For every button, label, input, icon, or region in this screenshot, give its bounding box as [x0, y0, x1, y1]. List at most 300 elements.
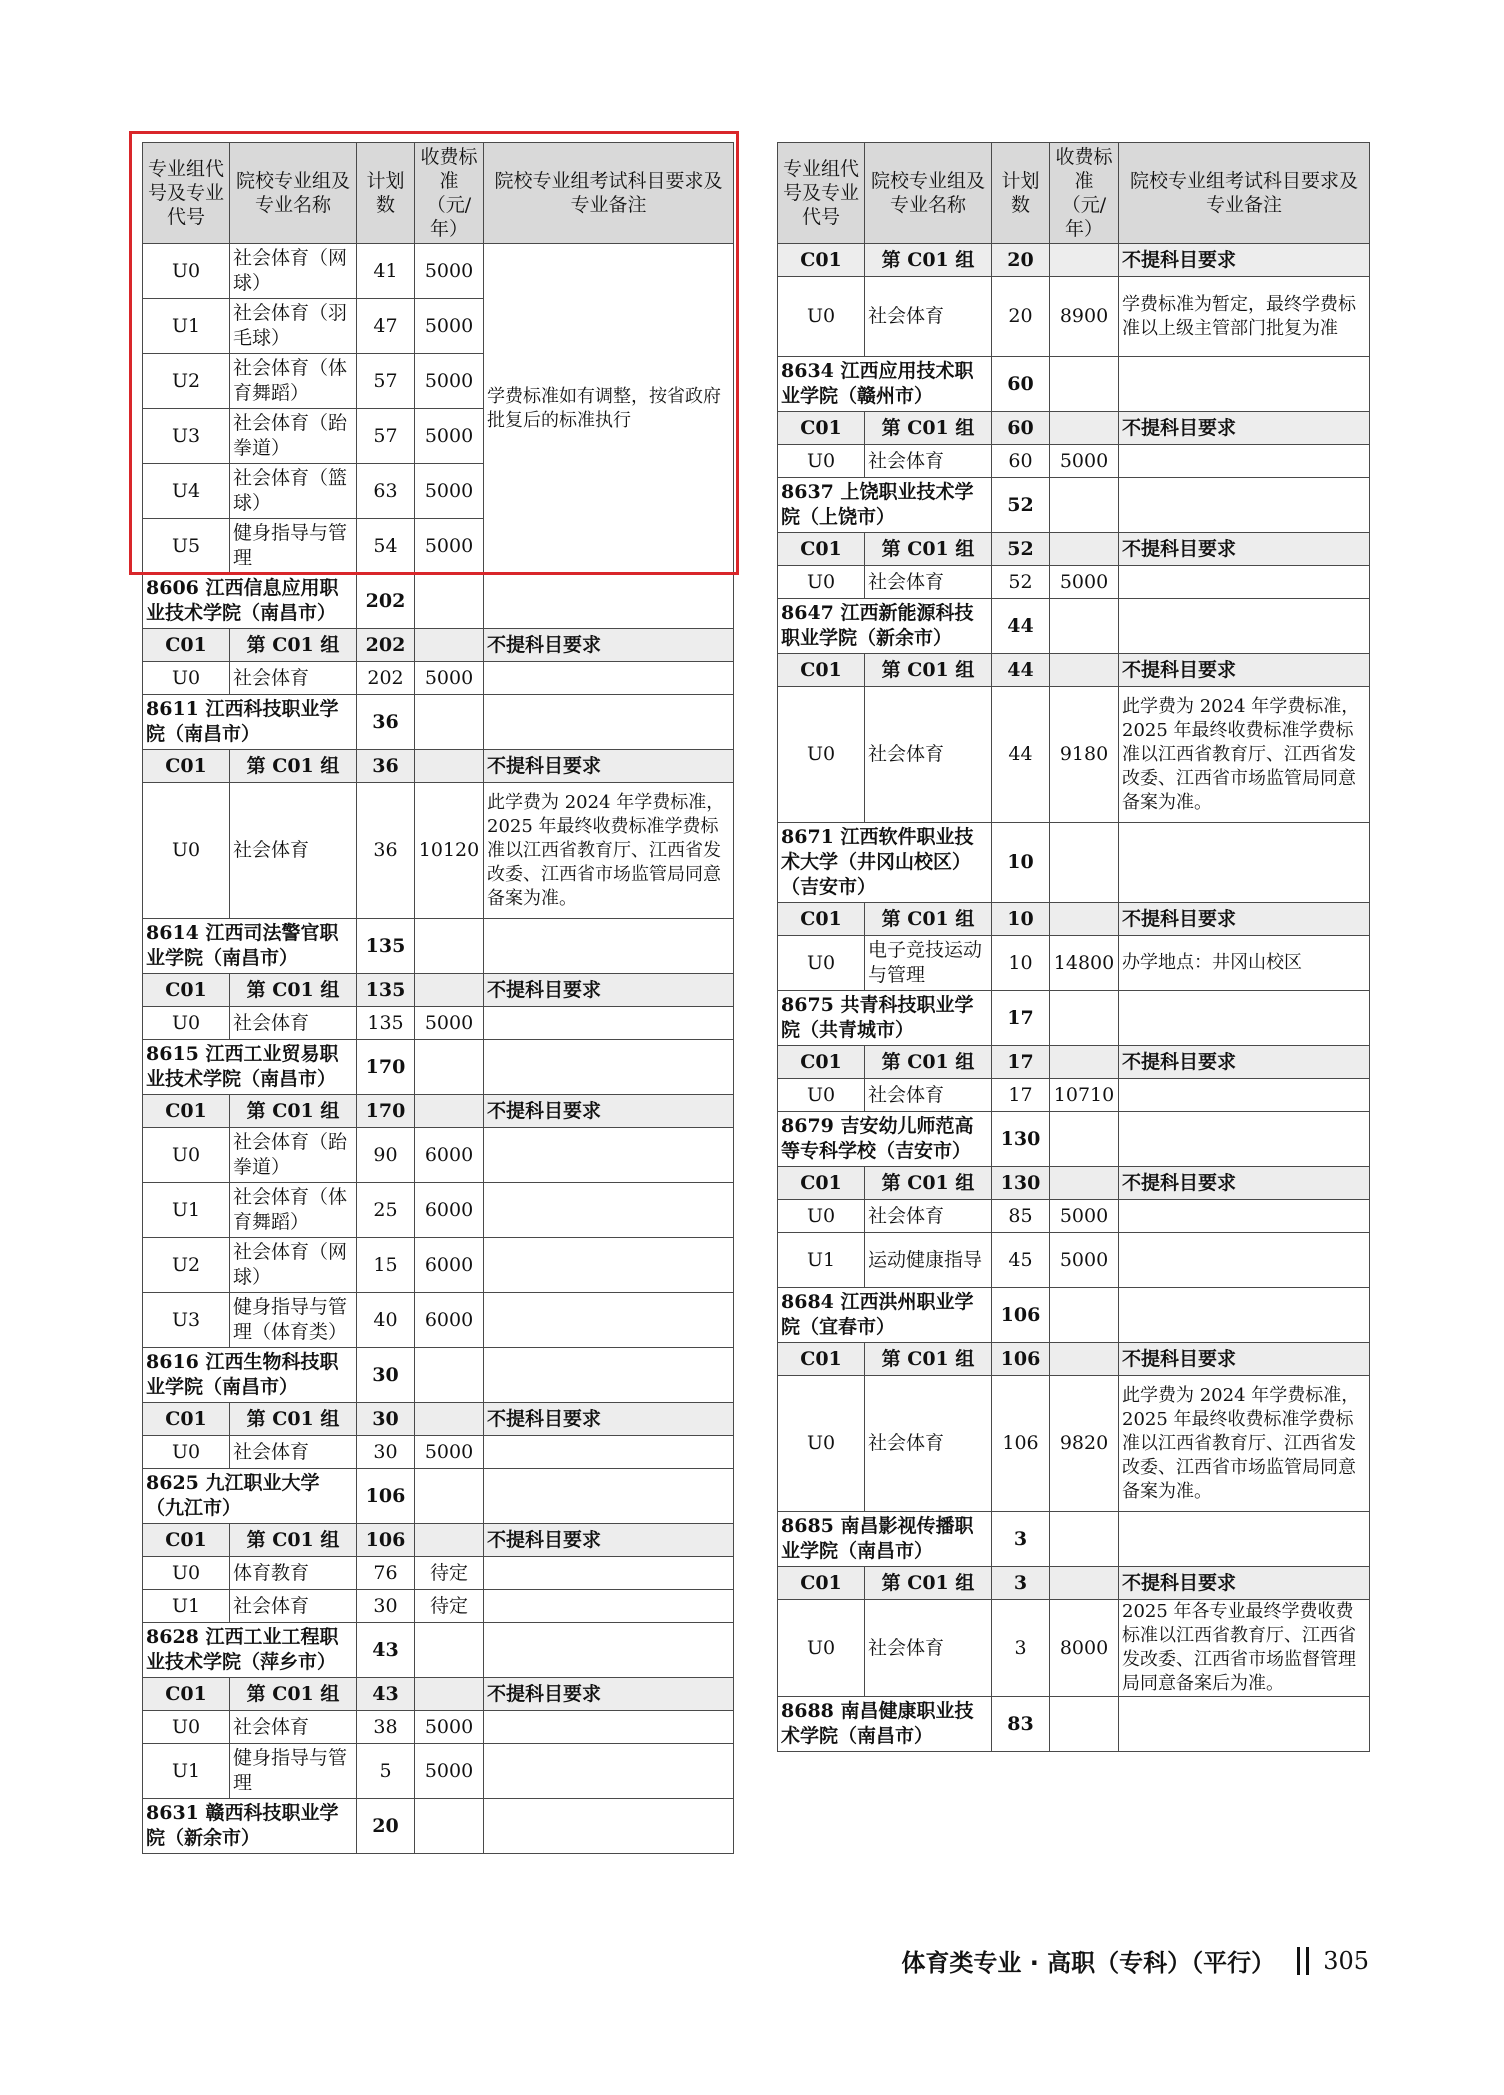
major-row: [143, 783, 734, 919]
school-row: [143, 1469, 734, 1524]
school-fee: [1050, 823, 1119, 903]
page-footer: [901, 1943, 1369, 1978]
group-plan: 202: [357, 629, 415, 662]
footer-section: 体育类专业 · 高职（专科）（平行）: [901, 1949, 1276, 1977]
school-plan: 43: [357, 1623, 415, 1678]
major-code: U2: [143, 1238, 230, 1293]
school-fee: [415, 1799, 484, 1854]
major-note: [1119, 566, 1370, 599]
major-note: 此学费为 2024 年学费标准，2025 年最终收费标准学费标准以江西省教育厅、江西省发改委、江西省市场监管局同意备案为准。: [1119, 1376, 1370, 1512]
group-requirement: 不提科目要求: [1119, 533, 1370, 566]
group-requirement: 不提科目要求: [1119, 654, 1370, 687]
major-code: U2: [143, 354, 230, 409]
school-fee: [415, 1348, 484, 1403]
major-code: U0: [778, 445, 865, 478]
school-row: [778, 1697, 1370, 1752]
major-plan: 63: [357, 464, 415, 519]
major-plan: 54: [357, 519, 415, 574]
school-fee: [415, 1623, 484, 1678]
school-note: [484, 1348, 734, 1403]
school-plan: 20: [357, 1799, 415, 1854]
group-row: [143, 1678, 734, 1711]
group-fee: [415, 629, 484, 662]
major-code: U5: [143, 519, 230, 574]
major-fee: 6000: [415, 1293, 484, 1348]
group-requirement: 不提科目要求: [1119, 903, 1370, 936]
group-code: C01: [143, 629, 230, 662]
major-code: U0: [143, 783, 230, 919]
major-note: 学费标准为暂定，最终学费标准以上级主管部门批复为准: [1119, 277, 1370, 357]
major-plan: 52: [992, 566, 1050, 599]
school-name: 8606 江西信息应用职业技术学院（南昌市）: [143, 574, 357, 629]
group-fee: [415, 1678, 484, 1711]
header-fee: 收费标准（元/年）: [1050, 143, 1119, 244]
school-note: [1119, 823, 1370, 903]
school-plan: 135: [357, 919, 415, 974]
group-code: C01: [778, 1567, 865, 1600]
school-plan: 170: [357, 1040, 415, 1095]
school-fee: [415, 695, 484, 750]
major-row: [778, 1233, 1370, 1288]
school-row: [143, 1348, 734, 1403]
major-fee: 5000: [415, 1744, 484, 1799]
school-row: [778, 991, 1370, 1046]
school-name: 8625 九江职业大学（九江市）: [143, 1469, 357, 1524]
school-name: 8684 江西洪州职业学院（宜春市）: [778, 1288, 992, 1343]
major-name: 健身指导与管理: [230, 1744, 357, 1799]
group-requirement: 不提科目要求: [1119, 1343, 1370, 1376]
major-row: [778, 1079, 1370, 1112]
major-name: 社会体育（网球）: [230, 244, 357, 299]
major-code: U0: [778, 936, 865, 991]
group-requirement: 不提科目要求: [484, 629, 734, 662]
major-name: 社会体育: [230, 1007, 357, 1040]
school-row: [143, 1799, 734, 1854]
right-column: [777, 142, 1369, 1752]
page-number: 305: [1323, 1946, 1369, 1975]
group-name: 第 C01 组: [230, 750, 357, 783]
school-row: [143, 574, 734, 629]
school-fee: [1050, 357, 1119, 412]
school-fee: [1050, 599, 1119, 654]
group-fee: [1050, 533, 1119, 566]
group-fee: [1050, 1167, 1119, 1200]
school-note: [1119, 1512, 1370, 1567]
group-requirement: 不提科目要求: [484, 1678, 734, 1711]
major-fee: 5000: [415, 1436, 484, 1469]
major-name: 社会体育（羽毛球）: [230, 299, 357, 354]
group-row: [778, 1567, 1370, 1600]
major-plan: 47: [357, 299, 415, 354]
group-row: [143, 750, 734, 783]
major-fee: 5000: [415, 519, 484, 574]
major-name: 社会体育: [230, 783, 357, 919]
group-plan: 3: [992, 1567, 1050, 1600]
group-name: 第 C01 组: [230, 1095, 357, 1128]
group-code: C01: [778, 533, 865, 566]
major-row: [143, 1711, 734, 1744]
major-code: U0: [143, 1436, 230, 1469]
major-fee: 10120: [415, 783, 484, 919]
major-name: 健身指导与管理: [230, 519, 357, 574]
major-row: [143, 1238, 734, 1293]
major-code: U0: [143, 1128, 230, 1183]
group-fee: [1050, 412, 1119, 445]
major-fee: 待定: [415, 1590, 484, 1623]
group-plan: 170: [357, 1095, 415, 1128]
major-plan: 44: [992, 687, 1050, 823]
major-plan: 30: [357, 1436, 415, 1469]
school-name: 8631 赣西科技职业学院（新余市）: [143, 1799, 357, 1854]
group-code: C01: [778, 1343, 865, 1376]
major-code: U0: [778, 566, 865, 599]
major-name: 社会体育: [865, 1600, 992, 1697]
school-plan: 17: [992, 991, 1050, 1046]
group-code: C01: [143, 1403, 230, 1436]
school-name: 8615 江西工业贸易职业技术学院（南昌市）: [143, 1040, 357, 1095]
major-fee: 5000: [415, 662, 484, 695]
group-requirement: 不提科目要求: [1119, 1567, 1370, 1600]
school-row: [143, 919, 734, 974]
school-fee: [1050, 1288, 1119, 1343]
major-row: [778, 566, 1370, 599]
group-code: C01: [143, 1095, 230, 1128]
school-plan: 202: [357, 574, 415, 629]
major-plan: 5: [357, 1744, 415, 1799]
major-name: 电子竞技运动与管理: [865, 936, 992, 991]
school-name: 8671 江西软件职业技术大学（井冈山校区）（吉安市）: [778, 823, 992, 903]
group-plan: 52: [992, 533, 1050, 566]
major-plan: 41: [357, 244, 415, 299]
school-name: 8628 江西工业工程职业技术学院（萍乡市）: [143, 1623, 357, 1678]
school-row: [778, 357, 1370, 412]
major-note: [484, 662, 734, 695]
major-row: [778, 936, 1370, 991]
school-name: 8637 上饶职业技术学院（上饶市）: [778, 478, 992, 533]
major-plan: 3: [992, 1600, 1050, 1697]
school-note: [1119, 1112, 1370, 1167]
header-name: 院校专业组及专业名称: [865, 143, 992, 244]
major-code: U0: [143, 1007, 230, 1040]
major-plan: 90: [357, 1128, 415, 1183]
group-note: 学费标准如有调整，按省政府批复后的标准执行: [484, 244, 734, 574]
group-row: [778, 654, 1370, 687]
major-plan: 106: [992, 1376, 1050, 1512]
major-name: 社会体育: [865, 687, 992, 823]
major-name: 社会体育: [865, 1079, 992, 1112]
group-row: [143, 1403, 734, 1436]
major-row: [778, 687, 1370, 823]
school-name: 8611 江西科技职业学院（南昌市）: [143, 695, 357, 750]
admission-table-right: [777, 142, 1370, 1752]
group-plan: 20: [992, 244, 1050, 277]
school-row: [778, 478, 1370, 533]
major-code: U0: [143, 1557, 230, 1590]
major-code: U0: [143, 244, 230, 299]
major-plan: 85: [992, 1200, 1050, 1233]
group-code: C01: [143, 974, 230, 1007]
major-note: 办学地点：井冈山校区: [1119, 936, 1370, 991]
school-row: [143, 1623, 734, 1678]
major-name: 社会体育: [230, 1590, 357, 1623]
group-plan: 60: [992, 412, 1050, 445]
group-row: [778, 412, 1370, 445]
group-requirement: 不提科目要求: [1119, 412, 1370, 445]
group-row: [778, 903, 1370, 936]
school-note: [1119, 357, 1370, 412]
major-name: 社会体育: [865, 445, 992, 478]
major-plan: 76: [357, 1557, 415, 1590]
major-code: U0: [778, 1079, 865, 1112]
school-name: 8675 共青科技职业学院（共青城市）: [778, 991, 992, 1046]
major-fee: 5000: [415, 244, 484, 299]
major-name: 社会体育（体育舞蹈）: [230, 354, 357, 409]
major-plan: 38: [357, 1711, 415, 1744]
major-row: [778, 277, 1370, 357]
major-code: U0: [778, 1600, 865, 1697]
school-fee: [415, 574, 484, 629]
major-code: U0: [778, 1200, 865, 1233]
major-fee: 10710: [1050, 1079, 1119, 1112]
table-header: [778, 143, 1370, 244]
major-note: [1119, 1079, 1370, 1112]
group-requirement: 不提科目要求: [484, 1095, 734, 1128]
school-note: [484, 574, 734, 629]
major-code: U0: [143, 1711, 230, 1744]
major-plan: 202: [357, 662, 415, 695]
school-fee: [415, 1469, 484, 1524]
group-plan: 135: [357, 974, 415, 1007]
major-fee: 6000: [415, 1183, 484, 1238]
school-name: 8614 江西司法警官职业学院（南昌市）: [143, 919, 357, 974]
major-fee: 待定: [415, 1557, 484, 1590]
school-fee: [415, 919, 484, 974]
major-fee: 5000: [1050, 1200, 1119, 1233]
header-plan: 计划数: [992, 143, 1050, 244]
major-note: [484, 1128, 734, 1183]
group-name: 第 C01 组: [865, 533, 992, 566]
major-row: [143, 1590, 734, 1623]
major-plan: 20: [992, 277, 1050, 357]
admission-table-left: [142, 142, 734, 1854]
major-plan: 10: [992, 936, 1050, 991]
group-requirement: 不提科目要求: [1119, 1167, 1370, 1200]
major-plan: 15: [357, 1238, 415, 1293]
group-fee: [1050, 654, 1119, 687]
major-name: 社会体育（网球）: [230, 1238, 357, 1293]
group-name: 第 C01 组: [230, 629, 357, 662]
school-note: [484, 1040, 734, 1095]
group-plan: 106: [992, 1343, 1050, 1376]
school-note: [1119, 1288, 1370, 1343]
group-row: [778, 1343, 1370, 1376]
group-fee: [1050, 903, 1119, 936]
major-name: 体育教育: [230, 1557, 357, 1590]
major-fee: 8000: [1050, 1600, 1119, 1697]
major-plan: 135: [357, 1007, 415, 1040]
major-fee: 9180: [1050, 687, 1119, 823]
header-note: 院校专业组考试科目要求及专业备注: [1119, 143, 1370, 244]
major-name: 社会体育: [230, 1711, 357, 1744]
school-row: [778, 823, 1370, 903]
school-name: 8679 吉安幼儿师范高等专科学校（吉安市）: [778, 1112, 992, 1167]
major-note: [484, 1711, 734, 1744]
footer-divider: [1297, 1947, 1300, 1975]
major-code: U1: [143, 1744, 230, 1799]
school-name: 8685 南昌影视传播职业学院（南昌市）: [778, 1512, 992, 1567]
school-row: [778, 1512, 1370, 1567]
group-name: 第 C01 组: [865, 1343, 992, 1376]
group-row: [143, 974, 734, 1007]
major-name: 社会体育（跆拳道）: [230, 409, 357, 464]
major-note: [484, 1436, 734, 1469]
header-fee: 收费标准（元/年）: [415, 143, 484, 244]
school-row: [778, 1112, 1370, 1167]
major-plan: 36: [357, 783, 415, 919]
school-note: [484, 1799, 734, 1854]
major-code: U1: [143, 1183, 230, 1238]
school-fee: [1050, 991, 1119, 1046]
header-code: 专业组代号及专业代号: [143, 143, 230, 244]
major-row: [143, 1744, 734, 1799]
major-note: [1119, 1233, 1370, 1288]
group-plan: 10: [992, 903, 1050, 936]
major-note: [484, 1744, 734, 1799]
group-code: C01: [143, 1678, 230, 1711]
major-note: [484, 1238, 734, 1293]
major-fee: 5000: [415, 409, 484, 464]
school-plan: 60: [992, 357, 1050, 412]
major-row: [143, 1183, 734, 1238]
major-code: U0: [778, 277, 865, 357]
school-plan: 3: [992, 1512, 1050, 1567]
major-plan: 57: [357, 409, 415, 464]
group-code: C01: [143, 750, 230, 783]
group-fee: [1050, 244, 1119, 277]
major-row: [143, 1293, 734, 1348]
school-note: [484, 1623, 734, 1678]
footer-divider: [1306, 1947, 1309, 1975]
major-code: U3: [143, 409, 230, 464]
group-name: 第 C01 组: [230, 1403, 357, 1436]
school-plan: 30: [357, 1348, 415, 1403]
group-requirement: 不提科目要求: [484, 1403, 734, 1436]
major-name: 社会体育: [865, 1376, 992, 1512]
major-name: 社会体育: [230, 662, 357, 695]
school-fee: [1050, 1512, 1119, 1567]
major-note: 2025 年各专业最终学费收费标准以江西省教育厅、江西省发改委、江西省市场监督管理局同意备案后为准。: [1119, 1600, 1370, 1697]
major-plan: 40: [357, 1293, 415, 1348]
group-fee: [415, 1403, 484, 1436]
major-note: [484, 1557, 734, 1590]
major-row: [143, 1007, 734, 1040]
major-fee: 5000: [1050, 445, 1119, 478]
major-fee: 14800: [1050, 936, 1119, 991]
group-plan: 30: [357, 1403, 415, 1436]
major-fee: 6000: [415, 1128, 484, 1183]
school-plan: 130: [992, 1112, 1050, 1167]
group-row: [143, 1095, 734, 1128]
school-fee: [415, 1040, 484, 1095]
school-plan: 36: [357, 695, 415, 750]
group-name: 第 C01 组: [865, 1046, 992, 1079]
group-name: 第 C01 组: [865, 903, 992, 936]
school-row: [143, 1040, 734, 1095]
group-requirement: 不提科目要求: [1119, 1046, 1370, 1079]
group-plan: 43: [357, 1678, 415, 1711]
school-note: [484, 919, 734, 974]
group-row: [778, 1046, 1370, 1079]
school-name: 8634 江西应用技术职业学院（赣州市）: [778, 357, 992, 412]
major-fee: 5000: [415, 464, 484, 519]
major-name: 社会体育: [865, 1200, 992, 1233]
group-name: 第 C01 组: [865, 1167, 992, 1200]
major-row: [143, 662, 734, 695]
header-plan: 计划数: [357, 143, 415, 244]
school-note: [1119, 991, 1370, 1046]
group-row: [778, 1167, 1370, 1200]
major-row: [143, 1436, 734, 1469]
major-name: 健身指导与管理（体育类）: [230, 1293, 357, 1348]
group-fee: [1050, 1567, 1119, 1600]
group-plan: 36: [357, 750, 415, 783]
major-note: [484, 1007, 734, 1040]
school-note: [484, 1469, 734, 1524]
group-fee: [415, 750, 484, 783]
group-name: 第 C01 组: [230, 1524, 357, 1557]
major-row: [143, 1557, 734, 1590]
group-code: C01: [778, 1167, 865, 1200]
left-column: [142, 142, 733, 1854]
major-fee: 5000: [415, 1711, 484, 1744]
major-row: [778, 1600, 1370, 1697]
major-fee: 9820: [1050, 1376, 1119, 1512]
header-note: 院校专业组考试科目要求及专业备注: [484, 143, 734, 244]
school-plan: 52: [992, 478, 1050, 533]
header-code: 专业组代号及专业代号: [778, 143, 865, 244]
school-fee: [1050, 1697, 1119, 1752]
major-fee: 5000: [415, 299, 484, 354]
major-fee: 5000: [415, 1007, 484, 1040]
group-name: 第 C01 组: [865, 412, 992, 445]
school-name: 8647 江西新能源科技职业学院（新余市）: [778, 599, 992, 654]
school-note: [1119, 599, 1370, 654]
group-code: C01: [143, 1524, 230, 1557]
table-header: [143, 143, 734, 244]
major-plan: 45: [992, 1233, 1050, 1288]
major-code: U1: [143, 1590, 230, 1623]
major-plan: 25: [357, 1183, 415, 1238]
group-name: 第 C01 组: [865, 1567, 992, 1600]
group-row: [143, 629, 734, 662]
school-row: [778, 599, 1370, 654]
group-code: C01: [778, 654, 865, 687]
major-row: [143, 244, 734, 299]
school-row: [778, 1288, 1370, 1343]
major-name: 社会体育（篮球）: [230, 464, 357, 519]
school-fee: [1050, 1112, 1119, 1167]
major-note: [484, 1293, 734, 1348]
major-plan: 60: [992, 445, 1050, 478]
major-code: U1: [143, 299, 230, 354]
group-fee: [415, 1524, 484, 1557]
major-name: 运动健康指导: [865, 1233, 992, 1288]
group-code: C01: [778, 903, 865, 936]
major-name: 社会体育: [865, 277, 992, 357]
school-plan: 44: [992, 599, 1050, 654]
group-plan: 17: [992, 1046, 1050, 1079]
major-note: [1119, 445, 1370, 478]
